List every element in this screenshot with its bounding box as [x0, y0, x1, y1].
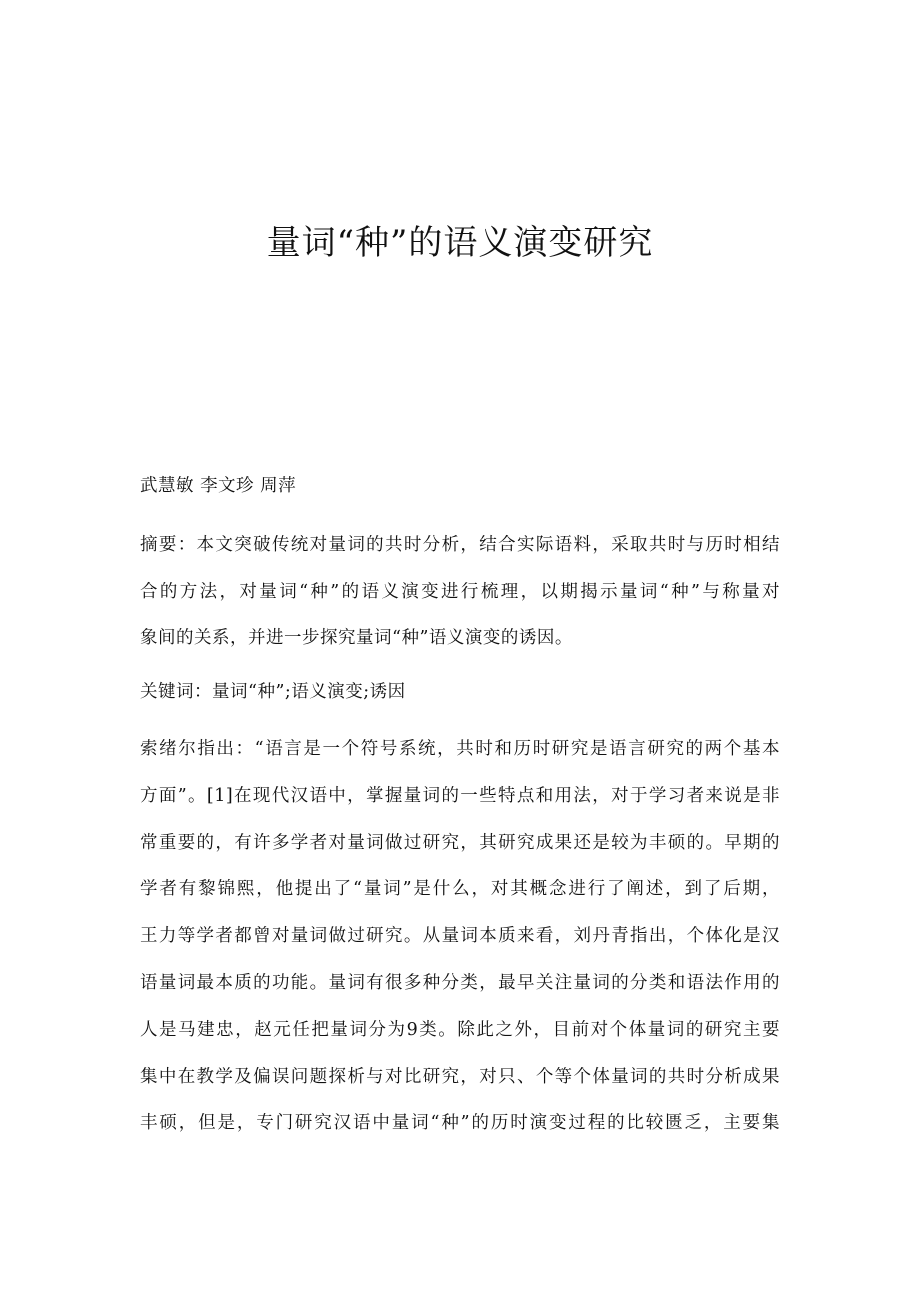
- body-line: 人是马建忠，赵元任把量词分为9类。除此之外，目前对个体量词的研究主要: [140, 1020, 780, 1040]
- abstract-line: 摘要：本文突破传统对量词的共时分析，结合实际语料，采取共时与历时相结: [140, 535, 780, 555]
- authors: 武慧敏 李文珍 周萍: [140, 476, 297, 496]
- body-line: 丰硕，但是，专门研究汉语中量词“种”的历时演变过程的比较匮乏，主要集: [140, 1113, 780, 1133]
- body-line: 常重要的，有许多学者对量词做过研究，其研究成果还是较为丰硕的。早期的: [140, 833, 780, 853]
- body-line: 王力等学者都曾对量词做过研究。从量词本质来看，刘丹青指出，个体化是汉: [140, 926, 780, 946]
- document-title: 量词“种”的语义演变研究: [266, 223, 654, 263]
- abstract-line: 合的方法，对量词“种”的语义演变进行梳理，以期揭示量词“种”与称量对: [140, 582, 780, 602]
- body-line: 学者有黎锦熙，他提出了“量词”是什么，对其概念进行了阐述，到了后期，: [140, 879, 780, 899]
- keywords: 关键词：量词“种”;语义演变;诱因: [140, 682, 406, 702]
- body-line: 索绪尔指出：“语言是一个符号系统，共时和历时研究是语言研究的两个基本: [140, 739, 780, 759]
- body-line: 集中在教学及偏误问题探析与对比研究，对只、个等个体量词的共时分析成果: [140, 1067, 780, 1087]
- body-line: 语量词最本质的功能。量词有很多种分类，最早关注量词的分类和语法作用的: [140, 973, 780, 993]
- body-line: 方面”。[1]在现代汉语中，掌握量词的一些特点和用法，对于学习者来说是非: [140, 786, 780, 806]
- abstract-line: 象间的关系，并进一步探究量词“种”语义演变的诱因。: [140, 628, 573, 648]
